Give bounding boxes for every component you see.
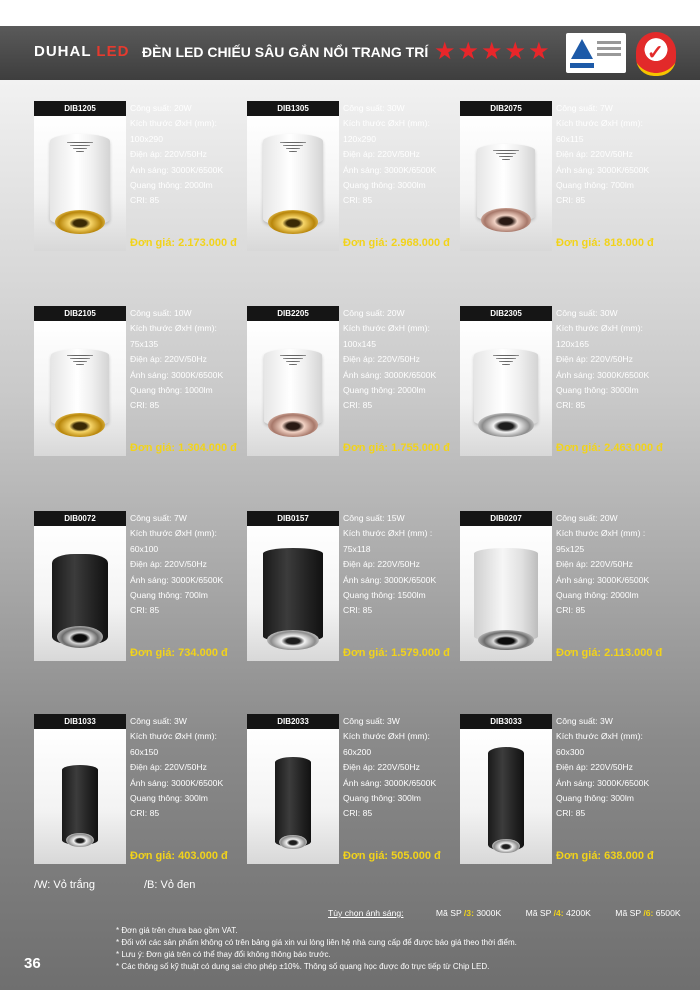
product-photo: [247, 729, 339, 864]
product-code: DIB3033: [460, 714, 552, 729]
spec-flux: Quang thông: 3000lm: [556, 385, 639, 396]
spec-size-label: Kích thước ØxH (mm):: [556, 731, 643, 742]
spec-cri: CRI: 85: [343, 605, 373, 616]
spec-cri: CRI: 85: [556, 808, 586, 819]
product-code: DIB2075: [460, 101, 552, 116]
spec-size: 60x300: [556, 746, 585, 757]
product-card: [247, 511, 457, 671]
spec-power: Công suất: 3W: [130, 716, 187, 726]
product-card: [460, 511, 670, 671]
product-card: [34, 306, 244, 466]
brand-accent: LED: [96, 43, 130, 60]
spec-light: Ánh sáng: 3000K/6500K: [556, 574, 650, 585]
product-code: DIB2305: [460, 306, 552, 321]
spec-light: Ánh sáng: 3000K/6500K: [130, 777, 224, 788]
brand-logo: [34, 43, 129, 60]
spec-cri: CRI: 85: [556, 195, 586, 206]
spec-cri: CRI: 85: [343, 400, 373, 411]
spec-cri: CRI: 85: [130, 808, 160, 819]
footnote: * Lưu ý: Đơn giá trên có thể thay đổi không thông báo trước.: [116, 950, 331, 959]
spec-cri: CRI: 85: [343, 808, 373, 819]
page-title: ĐÈN LED CHIẾU SÂU GẮN NỔI TRANG TRÍ: [142, 44, 429, 60]
product-card: [247, 714, 457, 874]
spec-flux: Quang thông: 300lm: [556, 793, 634, 804]
spec-light: Ánh sáng: 3000K/6500K: [343, 164, 437, 175]
spec-size: 60x200: [343, 746, 372, 757]
product-photo: [460, 116, 552, 251]
spec-size: 100x290: [130, 133, 163, 144]
spec-size-label: Kích thước ØxH (mm):: [343, 118, 430, 129]
spec-flux: Quang thông: 700lm: [130, 590, 208, 601]
spec-voltage: Điện áp: 220V/50Hz: [343, 559, 420, 570]
product-specs: [343, 511, 461, 619]
spec-power: Công suất: 20W: [130, 103, 192, 113]
spec-flux: Quang thông: 300lm: [130, 793, 208, 804]
footnote: * Đơn giá trên chưa bao gồm VAT.: [116, 926, 238, 935]
product-price: Đơn giá: 734.000 đ: [130, 647, 228, 659]
spec-voltage: Điện áp: 220V/50Hz: [556, 762, 633, 773]
product-photo: [34, 526, 126, 661]
product-price: Đơn giá: 2.463.000 đ: [556, 442, 663, 454]
spec-cri: CRI: 85: [556, 400, 586, 411]
product-price: Đơn giá: 1.579.000 đ: [343, 647, 450, 659]
spec-flux: Quang thông: 1000lm: [130, 385, 213, 396]
product-photo: [34, 729, 126, 864]
product-photo: [247, 116, 339, 251]
spec-size-label: Kích thước ØxH (mm):: [130, 528, 217, 539]
spec-light: Ánh sáng: 3000K/6500K: [556, 164, 650, 175]
star-icon: ★: [457, 38, 480, 65]
product-photo: [460, 526, 552, 661]
option-item: Mã SP /6: 6500K: [615, 908, 681, 918]
options-title: Tùy chọn ánh sáng:: [328, 908, 404, 918]
product-specs: [130, 306, 248, 414]
spec-light: Ánh sáng: 3000K/6500K: [343, 777, 437, 788]
spec-flux: Quang thông: 2000lm: [343, 385, 426, 396]
product-card: [460, 101, 670, 261]
product-photo: [247, 321, 339, 456]
product-photo: [460, 729, 552, 864]
spec-flux: Quang thông: 2000lm: [130, 180, 213, 191]
footnote: * Các thông số kỹ thuật có dung sai cho phép ±10%. Thông số quang học được đo trực tiếp từ Chip LED.: [116, 962, 490, 971]
spec-size: 75x135: [130, 338, 159, 349]
product-specs: [130, 101, 248, 209]
legend-white: /W: Vỏ trắng: [34, 879, 95, 891]
product-specs: [343, 306, 461, 414]
footnote: * Đối với các sản phẩm không có trên bảng giá xin vui lòng liên hệ nhà cung cấp để được báo giá theo thời điểm.: [116, 938, 517, 947]
product-code: DIB1205: [34, 101, 126, 116]
spec-voltage: Điện áp: 220V/50Hz: [130, 559, 207, 570]
product-card: [34, 714, 244, 874]
product-card: [34, 511, 244, 671]
spec-size-label: Kích thước ØxH (mm):: [556, 323, 643, 334]
spec-voltage: Điện áp: 220V/50Hz: [343, 762, 420, 773]
spec-flux: Quang thông: 700lm: [556, 180, 634, 191]
product-specs: [556, 101, 674, 209]
star-icon: ★: [528, 38, 550, 65]
spec-light: Ánh sáng: 3000K/6500K: [556, 369, 650, 380]
product-price: Đơn giá: 505.000 đ: [343, 850, 441, 862]
spec-size-label: Kích thước ØxH (mm):: [130, 323, 217, 334]
spec-size-label: Kích thước ØxH (mm) :: [343, 528, 433, 539]
product-price: Đơn giá: 818.000 đ: [556, 237, 654, 249]
spec-voltage: Điện áp: 220V/50Hz: [343, 149, 420, 160]
spec-voltage: Điện áp: 220V/50Hz: [130, 354, 207, 365]
spec-size: 100x145: [343, 338, 376, 349]
top-margin: [0, 0, 700, 26]
spec-light: Ánh sáng: 3000K/6500K: [130, 369, 224, 380]
spec-voltage: Điện áp: 220V/50Hz: [343, 354, 420, 365]
product-specs: [556, 714, 674, 822]
product-photo: [34, 321, 126, 456]
spec-size-label: Kích thước ØxH (mm):: [343, 731, 430, 742]
spec-size: 120x165: [556, 338, 589, 349]
spec-voltage: Điện áp: 220V/50Hz: [130, 762, 207, 773]
product-price: Đơn giá: 2.968.000 đ: [343, 237, 450, 249]
spec-size: 60x100: [130, 543, 159, 554]
spec-power: Công suất: 30W: [343, 103, 405, 113]
product-code: DIB1305: [247, 101, 339, 116]
product-card: [460, 306, 670, 466]
spec-voltage: Điện áp: 220V/50Hz: [556, 354, 633, 365]
product-photo: [247, 526, 339, 661]
light-options: [328, 908, 681, 918]
product-specs: [556, 511, 674, 619]
spec-voltage: Điện áp: 220V/50Hz: [556, 149, 633, 160]
spec-size-label: Kích thước ØxH (mm):: [130, 731, 217, 742]
spec-power: Công suất: 3W: [343, 716, 400, 726]
star-icon: ★: [434, 38, 456, 65]
spec-power: Công suất: 20W: [556, 513, 618, 523]
quality-badge-logo: ✓: [636, 32, 676, 76]
product-price: Đơn giá: 2.113.000 đ: [556, 647, 663, 659]
spec-cri: CRI: 85: [556, 605, 586, 616]
spec-size: 75x118: [343, 543, 371, 554]
product-price: Đơn giá: 1.304.000 đ: [130, 442, 237, 454]
product-code: DIB2205: [247, 306, 339, 321]
product-specs: [556, 306, 674, 414]
product-card: [460, 714, 670, 874]
spec-power: Công suất: 10W: [130, 308, 192, 318]
product-code: DIB0207: [460, 511, 552, 526]
product-code: DIB2105: [34, 306, 126, 321]
spec-flux: Quang thông: 1500lm: [343, 590, 426, 601]
spec-cri: CRI: 85: [130, 605, 160, 616]
spec-voltage: Điện áp: 220V/50Hz: [556, 559, 633, 570]
star-icon: ★: [481, 38, 503, 65]
option-item: Mã SP /3: 3000K: [435, 908, 502, 918]
product-price: Đơn giá: 638.000 đ: [556, 850, 654, 862]
spec-size-label: Kích thước ØxH (mm):: [343, 323, 430, 334]
product-specs: [343, 714, 461, 822]
product-code: DIB0157: [247, 511, 339, 526]
spec-light: Ánh sáng: 3000K/6500K: [343, 574, 437, 585]
star-icon: ★: [504, 38, 527, 65]
product-price: Đơn giá: 1.755.000 đ: [343, 442, 450, 454]
spec-power: Công suất: 20W: [343, 308, 405, 318]
spec-light: Ánh sáng: 3000K/6500K: [130, 574, 224, 585]
spec-size-label: Kích thước ØxH (mm):: [130, 118, 217, 129]
product-code: DIB1033: [34, 714, 126, 729]
spec-flux: Quang thông: 2000lm: [556, 590, 639, 601]
spec-cri: CRI: 85: [130, 195, 160, 206]
footnotes: [116, 925, 686, 973]
spec-light: Ánh sáng: 3000K/6500K: [343, 369, 437, 380]
product-photo: [34, 116, 126, 251]
product-specs: [343, 101, 461, 209]
spec-light: Ánh sáng: 3000K/6500K: [556, 777, 650, 788]
spec-size-label: Kích thước ØxH (mm) :: [556, 528, 646, 539]
spec-cri: CRI: 85: [343, 195, 373, 206]
spec-flux: Quang thông: 3000lm: [343, 180, 426, 191]
option-item: Mã SP /4: 4200K: [525, 908, 591, 918]
spec-power: Công suất: 3W: [556, 716, 613, 726]
product-price: Đơn giá: 403.000 đ: [130, 850, 228, 862]
product-card: [247, 306, 457, 466]
brand-main: DUHAL: [34, 43, 92, 60]
spec-size: 95x125: [556, 543, 585, 554]
product-card: [247, 101, 457, 261]
spec-light: Ánh sáng: 3000K/6500K: [130, 164, 224, 175]
spec-size: 120x290: [343, 133, 376, 144]
iso-certification-logo: [566, 33, 626, 73]
spec-power: Công suất: 7W: [130, 513, 187, 523]
product-specs: [130, 714, 248, 822]
product-specs: [130, 511, 248, 619]
product-code: DIB2033: [247, 714, 339, 729]
spec-voltage: Điện áp: 220V/50Hz: [130, 149, 207, 160]
spec-size: 60x150: [130, 746, 159, 757]
rating-stars: [434, 40, 550, 64]
spec-power: Công suất: 30W: [556, 308, 618, 318]
product-price: Đơn giá: 2.173.000 đ: [130, 237, 237, 249]
product-code: DIB0072: [34, 511, 126, 526]
spec-power: Công suất: 7W: [556, 103, 613, 113]
legend-black: /B: Vỏ đen: [144, 879, 196, 891]
spec-power: Công suất: 15W: [343, 513, 405, 523]
spec-size: 60x115: [556, 133, 584, 144]
spec-flux: Quang thông: 300lm: [343, 793, 421, 804]
product-card: [34, 101, 244, 261]
spec-size-label: Kích thước ØxH (mm):: [556, 118, 643, 129]
product-photo: [460, 321, 552, 456]
page-number: 36: [24, 955, 41, 972]
spec-cri: CRI: 85: [130, 400, 160, 411]
